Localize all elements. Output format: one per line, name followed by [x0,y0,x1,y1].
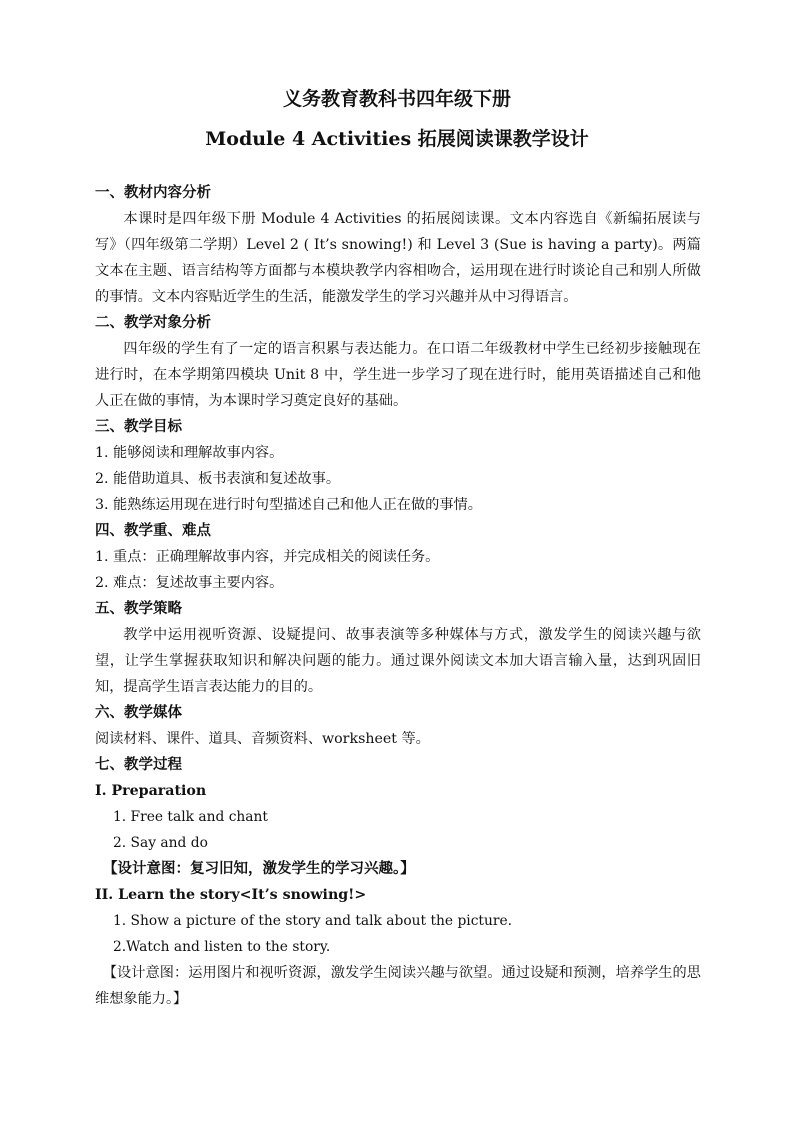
process-part-title: II. Learn the story<It’s snowing!> [95,887,367,903]
list-item: 2. 能借助道具、板书表演和复述故事。 [95,471,341,487]
document-body [95,180,701,1012]
document-subtitle: Module 4 Activities 拓展阅读课教学设计 [205,128,589,150]
process-step: 1. Free talk and chant [113,809,268,825]
section-heading-5: 五、教学策略 [95,600,182,617]
section-paragraph-5: 教学中运用视听资源、设疑提问、故事表演等多种媒体与方式，激发学生的阅读兴趣与欲望，让学生掌握获取知识和解决问题的能力。通过课外阅读文本加大语言输入量，达到巩固旧知，提高学生语言表达能力的目的。 [95,627,701,695]
section-heading-6: 六、教学媒体 [95,704,182,721]
section-text-6: 阅读材料、课件、道具、音频资料、worksheet 等。 [95,731,430,747]
section-heading-3: 三、教学目标 [95,418,182,435]
section-heading-2: 二、教学对象分析 [95,314,211,331]
section-heading-1: 一、教材内容分析 [95,184,211,201]
process-step: 1. Show a picture of the story and talk about the picture. [113,913,512,929]
list-item: 2. 难点：复述故事主要内容。 [95,575,284,591]
process-step: 2. Say and do [113,835,208,851]
list-item: 1. 重点：正确理解故事内容，并完成相关的阅读任务。 [95,549,440,565]
section-paragraph-1: 本课时是四年级下册 Module 4 Activities 的拓展阅读课。文本内容选自《新编拓展读与写》（四年级第二学期）Level 2 ( It’s snowing!) 和 Level 3 (Sue is having a party)。两篇文本在主题、语言结构等方面都与本模块教学内容相吻合，运用现在进行时谈论自己和别人所做的事情。文本内容贴近学生的生活，能激发学生的学习兴趣并从中习得语言。 [95,211,701,305]
design-intent: 【设计意图：运用图片和视听资源，激发学生阅读兴趣与欲望。通过设疑和预测，培养学生的思维想象能力。】 [95,965,701,1007]
section-heading-7: 七、教学过程 [95,756,182,773]
section-heading-4: 四、教学重、难点 [95,522,211,539]
section-paragraph-2: 四年级的学生有了一定的语言积累与表达能力。在口语二年级教材中学生已经初步接触现在进行时，在本学期第四模块 Unit 8 中，学生进一步学习了现在进行时，能用英语描述自己和他人正在做的事情，为本课时学习奠定良好的基础。 [95,341,701,409]
process-part-title: I. Preparation [95,783,207,799]
list-item: 1. 能够阅读和理解故事内容。 [95,445,284,461]
process-step: 2.Watch and listen to the story. [113,939,331,955]
document-title: 义务教育教科书四年级下册 [282,88,511,110]
list-item: 3. 能熟练运用现在进行时句型描述自己和他人正在做的事情。 [95,497,482,513]
design-intent: 【设计意图：复习旧知，激发学生的学习兴趣。】 [103,860,415,877]
